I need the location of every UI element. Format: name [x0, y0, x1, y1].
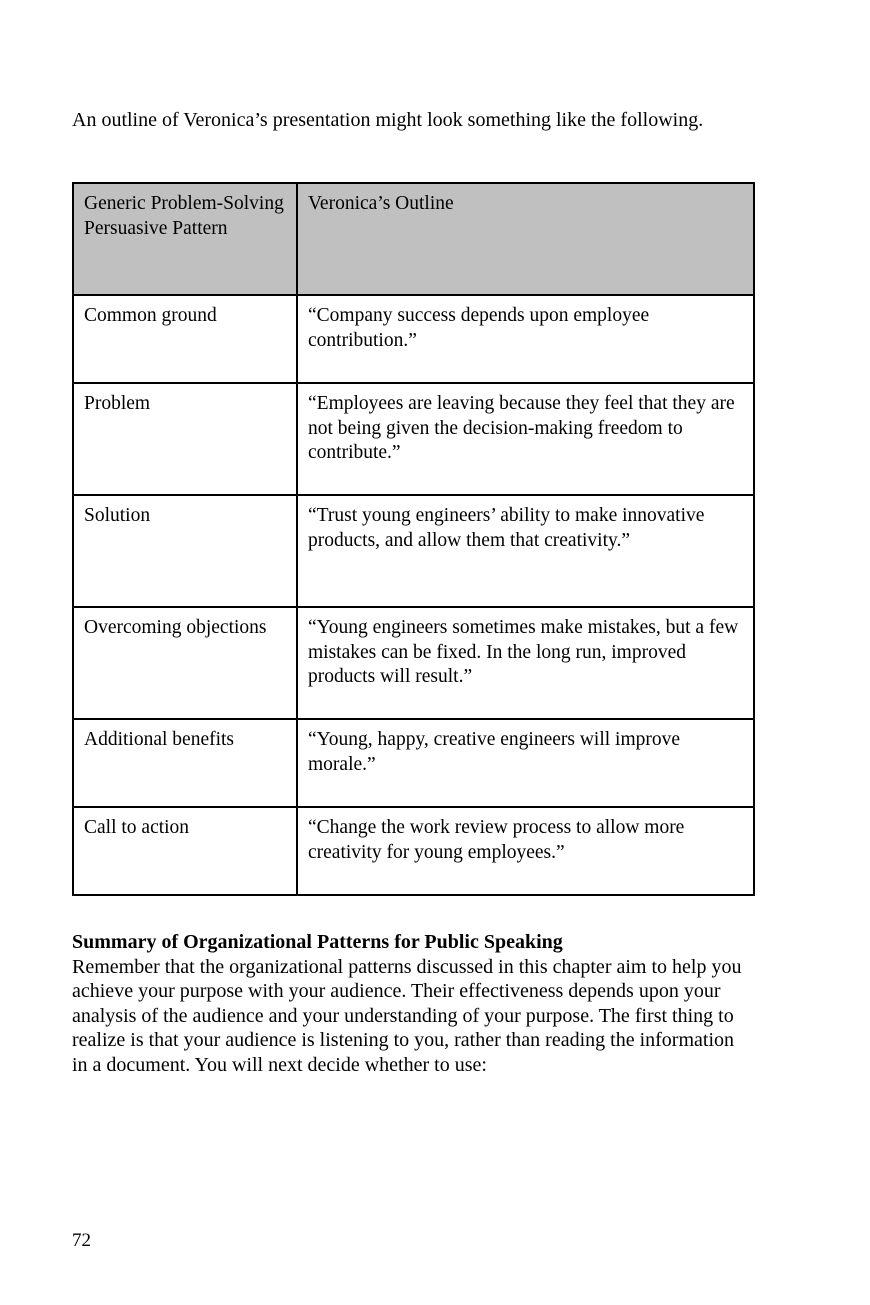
table-row	[73, 383, 754, 495]
row-outline: “Change the work review process to allow more creativity for young employees.”	[297, 807, 754, 895]
page-number: 72	[72, 1230, 91, 1251]
header-pattern: Generic Problem-Solving Persuasive Pattern	[73, 183, 297, 295]
table-row	[73, 295, 754, 383]
row-step: Solution	[73, 495, 297, 607]
row-outline: “Company success depends upon employee contribution.”	[297, 295, 754, 383]
row-step: Call to action	[73, 807, 297, 895]
row-outline: “Young, happy, creative engineers will improve morale.”	[297, 719, 754, 807]
summary-section	[72, 930, 742, 1077]
row-outline: “Trust young engineers’ ability to make innovative products, and allow them that creativity.”	[297, 495, 754, 607]
row-step: Additional benefits	[73, 719, 297, 807]
table-row	[73, 607, 754, 719]
row-outline: “Employees are leaving because they feel that they are not being given the decision-making freedom to contribute.”	[297, 383, 754, 495]
header-outline: Veronica’s Outline	[297, 183, 754, 295]
row-step: Common ground	[73, 295, 297, 383]
outline-table	[72, 182, 755, 896]
intro-paragraph: An outline of Veronica’s presentation might look something like the following.	[72, 109, 704, 131]
summary-body: Remember that the organizational patterns discussed in this chapter aim to help you achieve your purpose with your audience. Their effectiveness depends upon your analysis of the audience and your understanding of your purpose. The first thing to realize is that your audience is listening to you, rather than reading the information in a document. You will next decide whether to use:	[72, 955, 742, 1076]
row-outline: “Young engineers sometimes make mistakes, but a few mistakes can be fixed. In the long run, improved products will result.”	[297, 607, 754, 719]
table-row	[73, 807, 754, 895]
table-header-row	[73, 183, 754, 295]
table-row	[73, 495, 754, 607]
row-step: Problem	[73, 383, 297, 495]
table-row	[73, 719, 754, 807]
row-step: Overcoming objections	[73, 607, 297, 719]
summary-heading: Summary of Organizational Patterns for Public Speaking	[72, 931, 563, 953]
